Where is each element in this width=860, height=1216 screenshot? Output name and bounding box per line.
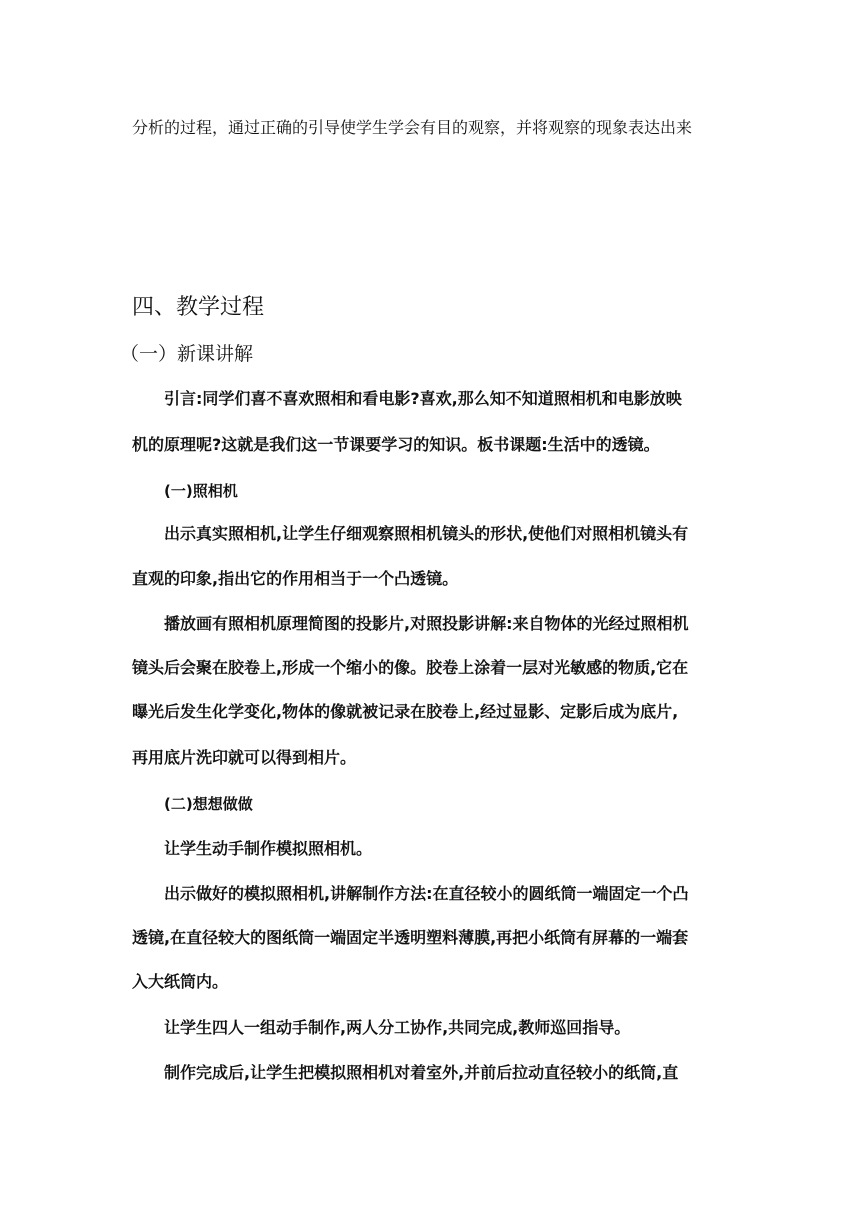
paragraph-line: 引言:同学们喜不喜欢照相和看电影?喜欢,那么知不知道照相机和电影放映 — [164, 389, 682, 408]
paragraph-line: 镜头后会聚在胶卷上,形成一个缩小的像。胶卷上涂着一层对光敏感的物质,它在 — [132, 658, 689, 677]
paragraph-line: 出示真实照相机,让学生仔细观察照相机镜头的形状,使他们对照相机镜头有 — [164, 524, 689, 543]
paragraph-line: 播放画有照相机原理简图的投影片,对照投影讲解:来自物体的光经过照相机 — [164, 614, 689, 633]
paragraph-line: 透镜,在直径较大的图纸筒一端固定半透明塑料薄膜,再把小纸筒有屏幕的一端套 — [132, 928, 689, 947]
subsection-title: （一）新课讲解 — [120, 343, 254, 365]
paragraph-line: 让学生四人一组动手制作,两人分工协作,共同完成,教师巡回指导。 — [164, 1018, 631, 1037]
paragraph-line: 出示做好的模拟照相机,讲解制作方法:在直径较小的圆纸筒一端固定一个凸 — [164, 884, 689, 903]
section-title: 四、教学过程 — [132, 295, 265, 320]
paragraph-line: 曝光后发生化学变化,物体的像就被记录在胶卷上,经过显影、定影后成为底片, — [132, 702, 679, 721]
paragraph-line: 入大纸筒内。 — [132, 972, 229, 991]
paragraph-line: 机的原理呢?这就是我们这一节课要学习的知识。板书课题:生活中的透镜。 — [132, 435, 660, 454]
paragraph-line: 制作完成后,让学生把模拟照相机对着室外,并前后拉动直径较小的纸筒,直 — [164, 1063, 679, 1082]
heading-think-do: (二)想想做做 — [164, 795, 253, 813]
paragraph-line: 让学生动手制作模拟照相机。 — [164, 839, 373, 858]
intro-line: 分析的过程，通过正确的引导使学生学会有目的观察，并将观察的现象表达出来 — [132, 118, 693, 137]
heading-camera: (一)照相机 — [164, 482, 238, 500]
paragraph-line: 直观的印象,指出它的作用相当于一个凸透镜。 — [132, 569, 459, 588]
paragraph-line: 再用底片洗印就可以得到相片。 — [132, 748, 357, 767]
